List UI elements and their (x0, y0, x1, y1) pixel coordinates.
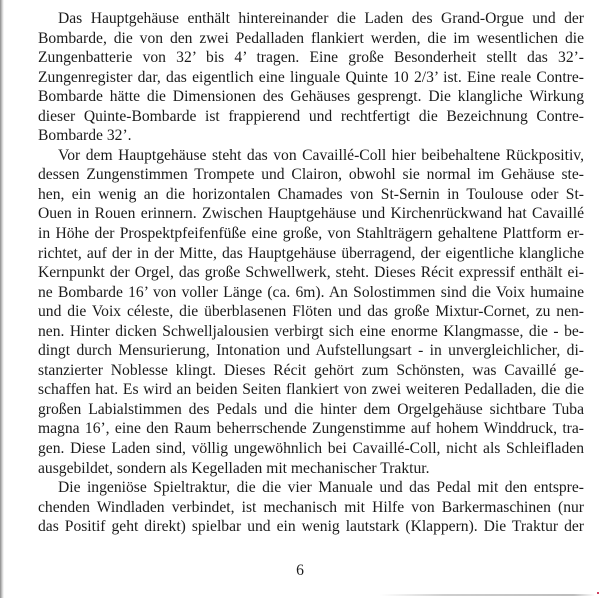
text-line: Zungenregister dar, das eigentlich eine linguale Quinte 10 2/3’ ist. Eine reale Contre- (38, 68, 584, 86)
text-line: ausgebildet, sondern als Kegelladen mit mechanischer Traktur. (38, 459, 430, 477)
text-line: das Positif geht direkt) spielbar und ein wenig lautstark (Klappern). Die Traktur der (38, 518, 584, 536)
text-line: in Höhe der Prospektpfeifenfüße eine große, von Stahlträgern gehaltene Plattform er- (38, 225, 584, 243)
text-line: Bombarde, die von den zwei Pedalladen flankiert werden, die im wesentlichen die (38, 29, 584, 47)
scan-artifact (597, 592, 599, 594)
text-line: richtet, auf der in der Mitte, das Hauptgehäuse überragend, der eigentliche klangliche (38, 244, 584, 262)
text-line: großen Labialstimmen des Pedals und die hinter dem Orgelgehäuse sichtbare Tuba (38, 400, 584, 418)
paragraph-3 (38, 478, 584, 537)
text-line: und die Voix céleste, die überblasenen Flöten und das große Mixtur-Cornet, zu nen- (38, 303, 584, 321)
text-line: gen. Diese Laden sind, völlig ungewöhnlich bei Cavaillé-Coll, nicht als Schleifladen (38, 440, 584, 458)
text-line: dieser Quinte-Bombarde ist frappierend und rechtfertigt die Bezeichnung Contre- (38, 107, 584, 125)
text-line: stanzierter Noblesse klingt. Dieses Récit gehört zum Schönsten, was Cavaillé ge- (38, 361, 584, 379)
page-spine-shadow (0, 0, 4, 598)
text-line: chenden Windladen verbindet, ist mechanisch mit Hilfe von Barkermaschinen (nur (38, 498, 584, 516)
text-line: Bombarde hätte die Dimensionen des Gehäuses gesprengt. Die klangliche Wirkung (38, 88, 584, 106)
paragraph-1 (38, 9, 584, 146)
text-line: Das Hauptgehäuse enthält hintereinander die Laden des Grand-Orgue und der (58, 10, 584, 27)
text-line: ne Bombarde 16’ von voller Länge (ca. 6m). An Solostimmen sind die Voix humaine (38, 283, 584, 301)
text-line: schaffen hat. Es wird an beiden Seiten flankiert von zwei weiteren Pedalladen, die die (38, 381, 584, 399)
text-line: hen, ein wenig an die horizontalen Chamades von St-Sernin in Toulouse oder St- (38, 185, 584, 203)
text-line: Kernpunkt der Orgel, das große Schwellwerk, steht. Dieses Récit expressif enthält ei- (38, 264, 584, 282)
text-line: Ouen in Rouen erinnern. Zwischen Hauptgehäuse und Kirchenrückwand hat Cavaillé (38, 205, 584, 223)
text-line: dessen Zungenstimmen Trompete und Clairon, obwohl sie normal im Gehäuse ste- (38, 166, 584, 184)
text-line: nen. Hinter dicken Schwelljalousien verbirgt sich eine enorme Klangmasse, die - be- (38, 322, 584, 340)
text-line: magna 16’, eine den Raum beherrschende Zungenstimme auf hohem Winddruck, tra- (38, 420, 584, 438)
text-line: Die ingeniöse Spieltraktur, die die vier Manuale und das Pedal mit den entspre- (58, 479, 584, 497)
page-edge-shadow (380, 594, 595, 596)
page-number: 6 (296, 562, 304, 579)
text-line: Bombarde 32’. (38, 127, 132, 145)
paragraph-2 (38, 146, 584, 478)
text-line: Zungenbatterie von 32’ bis 4’ tragen. Eine große Besonderheit stellt das 32’- (38, 49, 584, 67)
text-line: dingt durch Mensurierung, Intonation und Aufstellungsart - in unvergleichlicher, di- (38, 342, 584, 360)
text-line: Vor dem Hauptgehäuse steht das von Cavaillé-Coll hier beibehaltene Rückpositiv, (58, 146, 584, 164)
document-page (38, 9, 584, 537)
